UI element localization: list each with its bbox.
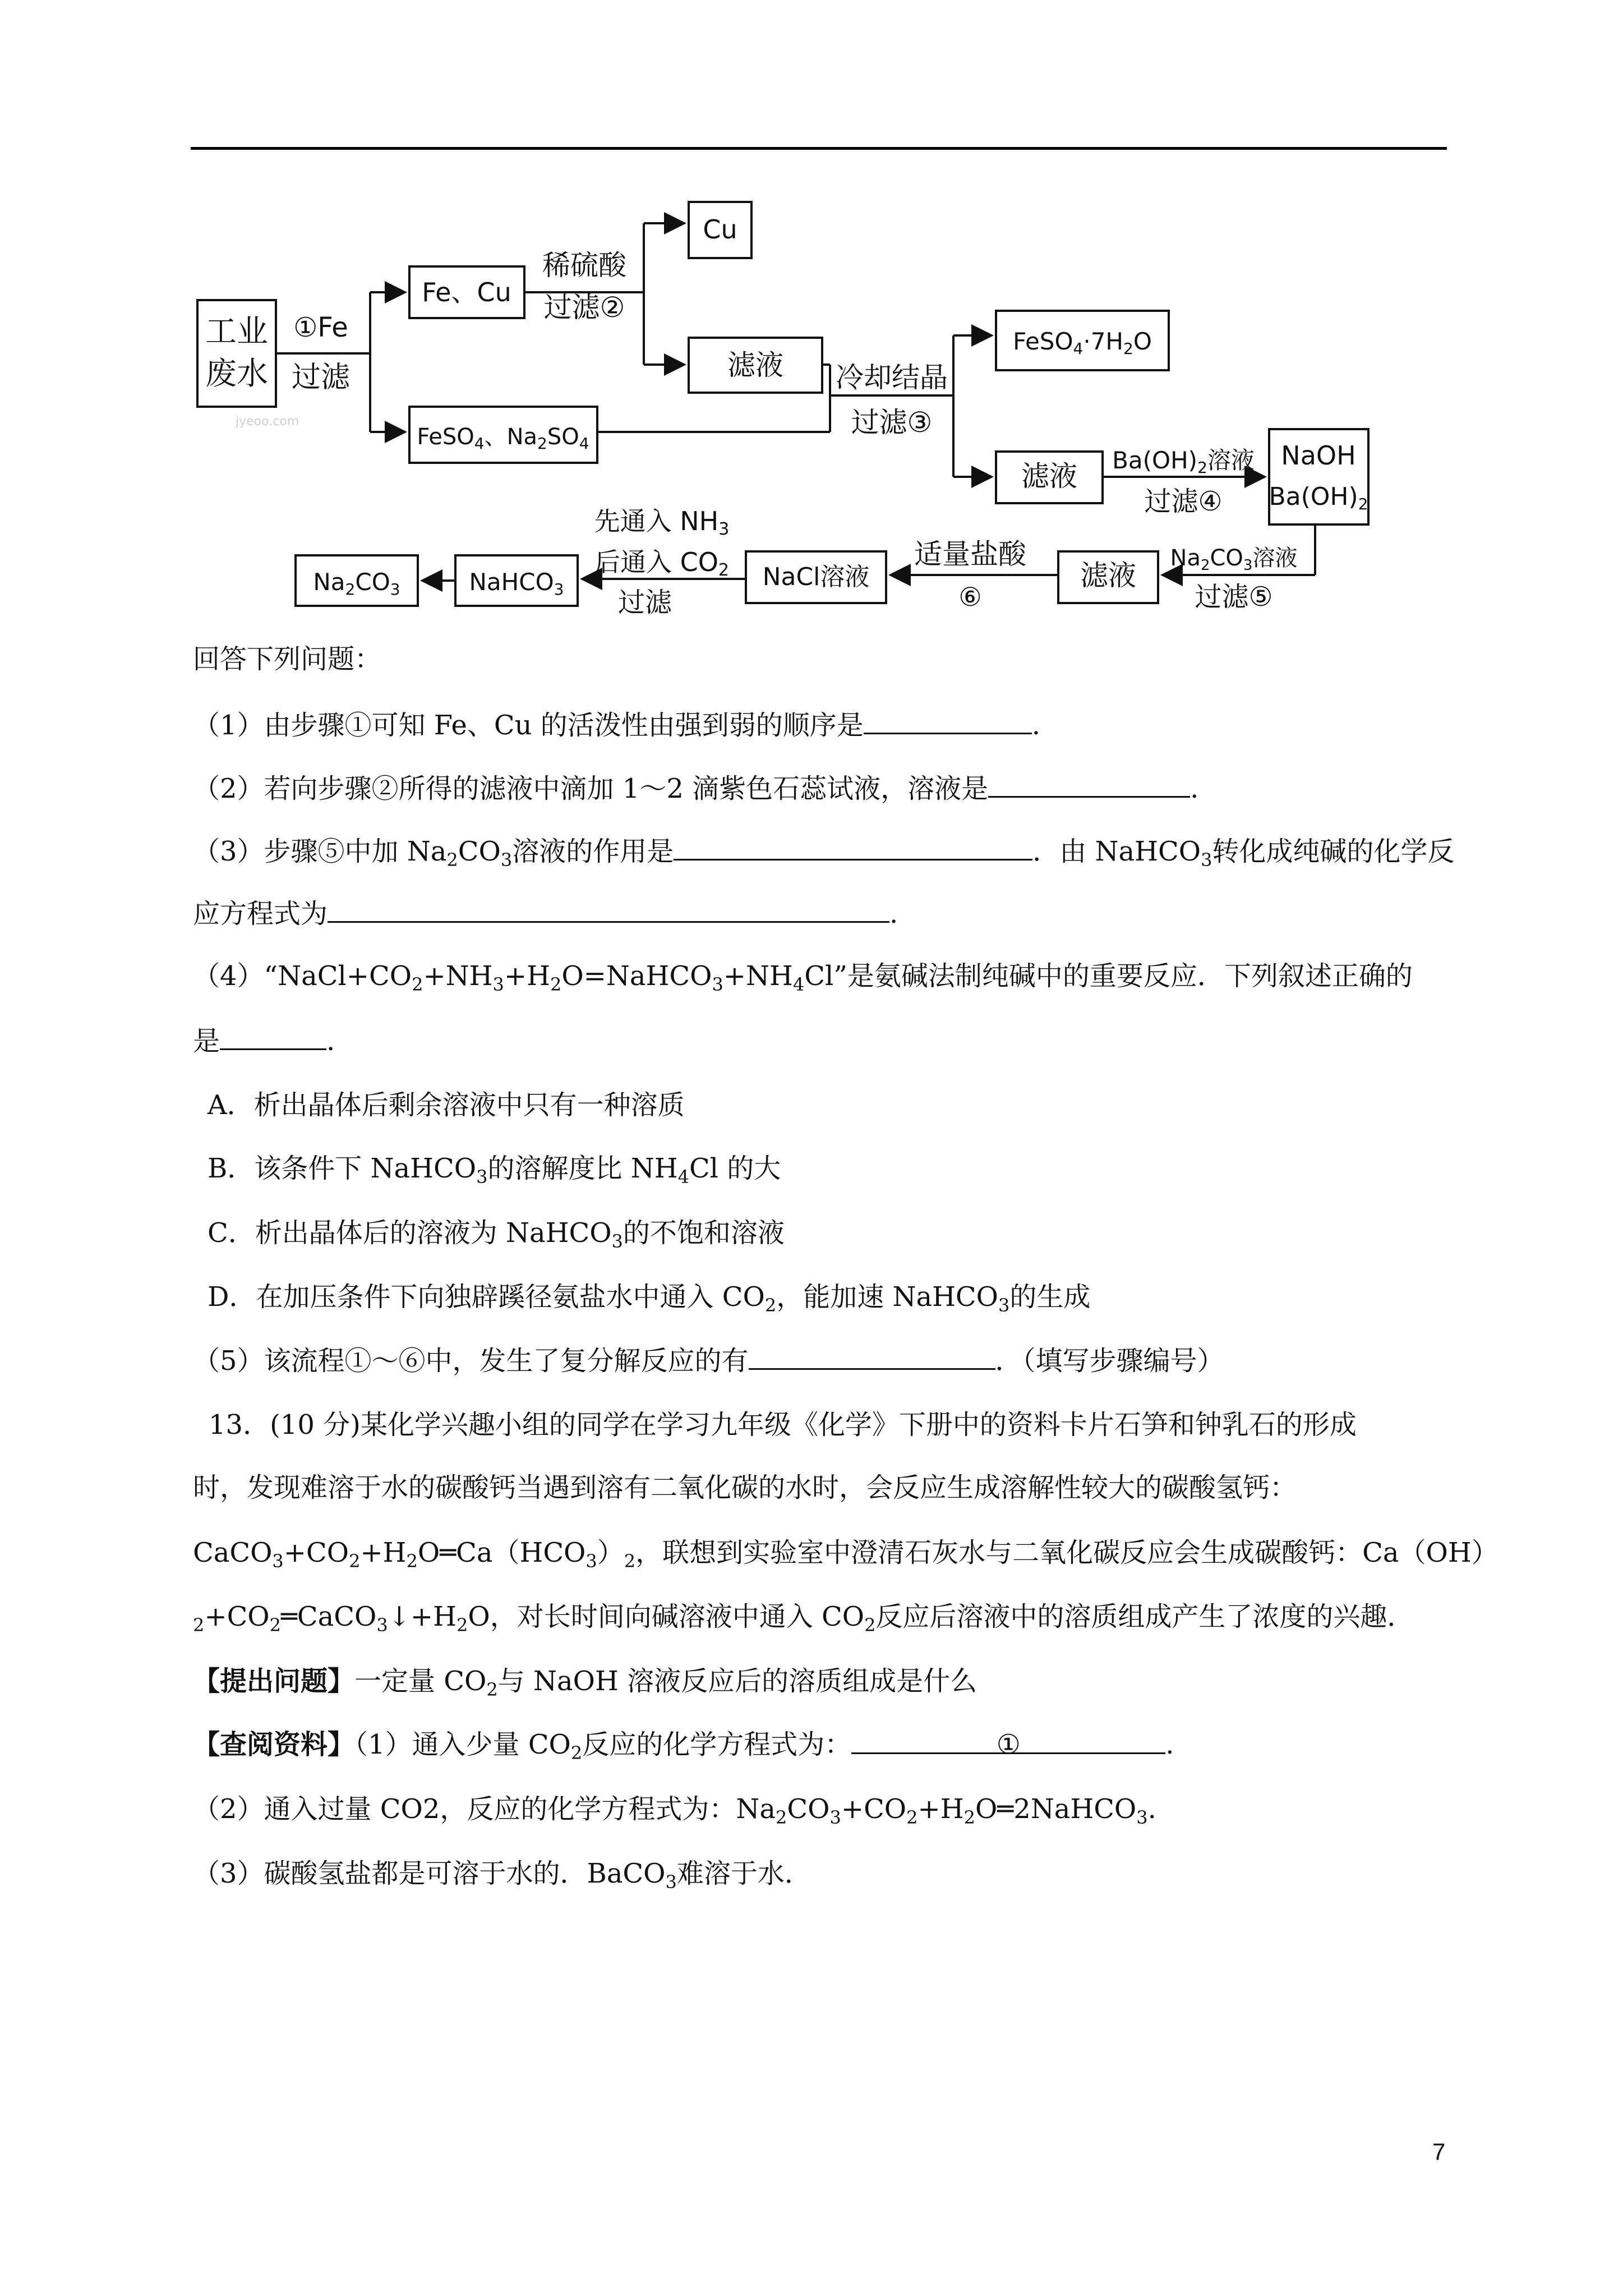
- q13-l4-e: 反应后溶液中的溶质组成产生了浓度的兴趣．: [875, 1601, 1414, 1632]
- q3-text-d: ．由 NaHCO: [1032, 836, 1201, 867]
- consult-reference-tag: 【查阅资料】: [193, 1729, 355, 1760]
- question-3-line-2: [193, 896, 898, 931]
- consult-reference-1: 【查阅资料】（1）通入少量 $CO_2$反应的化学方程式为： ① .: [193, 1729, 1174, 1764]
- optB-text-c: Cl 的大: [689, 1153, 781, 1184]
- optD-text-c: 的生成: [1009, 1281, 1091, 1313]
- process-flowchart: [0, 0, 1623, 639]
- q1-end: .: [1031, 710, 1041, 741]
- q13-l3-e: ）: [597, 1537, 624, 1568]
- ref3-text-b: 难溶于水．: [676, 1858, 811, 1889]
- question-5: [193, 1343, 1224, 1378]
- q2-end: .: [1190, 773, 1199, 804]
- label-step6-l2: ⑥: [958, 582, 982, 612]
- label-feso4-7h2o: FeSO4·7H2O: [1013, 328, 1152, 358]
- label-step4-l2: 过滤④: [1144, 486, 1223, 517]
- q13-l3-b: +CO: [283, 1537, 349, 1568]
- ref1-text-b: 反应的化学方程式为：: [582, 1729, 852, 1760]
- q4-end: .: [326, 1025, 335, 1057]
- label-step7-l1: 先通入 NH3: [594, 506, 730, 539]
- q2-text: （2）若向步骤②所得的滤液中滴加 1～2 滴紫色石蕊试液，溶液是: [193, 773, 989, 804]
- q13-l4-b: ═CaCO: [281, 1601, 377, 1632]
- optB-text-b: 的溶解度比 NH: [487, 1153, 678, 1184]
- q3-text-c: 溶液的作用是: [512, 836, 674, 867]
- ref2-end: .: [1147, 1793, 1156, 1825]
- label-feso4-na2so4: FeSO$_4$、$Na_2SO_4$: [417, 424, 589, 453]
- intro-line: 回答下列问题：: [193, 643, 382, 675]
- ref2-text-b: CO: [787, 1793, 830, 1825]
- label-step1-l2: 过滤: [291, 361, 351, 394]
- label-step2-l2: 过滤②: [543, 291, 625, 324]
- ref2-text-a: （2）通入过量 CO2，反应的化学方程式为：Na: [193, 1793, 776, 1825]
- q3-text-f: 应方程式为: [193, 898, 328, 930]
- page-number: 7: [1432, 2138, 1446, 2165]
- watermark: jyeoo.com: [236, 415, 299, 429]
- q4-answer-blank[interactable]: [220, 1024, 326, 1050]
- ref3-text-a: （3）碳酸氢盐都是可溶于水的．BaCO: [193, 1858, 666, 1889]
- label-step6-l1: 适量盐酸: [914, 538, 1026, 570]
- question-2: [193, 771, 1198, 806]
- raise-question: 【提出问题】一定量 $CO_2$与 NaOH 溶液反应后的溶质组成是什么: [193, 1665, 978, 1700]
- q3-end: .: [889, 898, 898, 930]
- q1-answer-blank[interactable]: [864, 708, 1032, 734]
- question-3-line-1: （3）步骤⑤中加 $Na_2CO_3$溶液的作用是 ．由 NaHCO$_3$转化成纯碱的化学反: [193, 834, 1454, 877]
- label-start-l1: 工业: [205, 314, 268, 350]
- optC-text-a: C．析出晶体后的溶液为 NaHCO: [208, 1217, 612, 1249]
- q4-text-b: +NH: [423, 960, 493, 992]
- option-b: B．该条件下 NaHCO$_3$的溶解度比 $NH_4Cl$ 的大: [208, 1153, 781, 1188]
- label-step7-l3: 过滤: [617, 587, 672, 618]
- q13-l4-c: ↓+H: [388, 1601, 457, 1632]
- label-step5-l2: 过滤⑤: [1195, 581, 1273, 613]
- question-13-line-3: $CaCO_3+CO_2+H_2O═Ca(HCO_3)_2$，联想到实验室中澄清石灰水与二氧化碳反应会生成碳酸钙：Ca（OH）: [193, 1537, 1498, 1572]
- label-baoh2: Ba(OH)2: [1269, 482, 1368, 513]
- label-step1-l1: ①Fe: [293, 312, 348, 343]
- label-fe-cu: Fe、Cu: [422, 277, 511, 307]
- label-nahco3: NaHCO3: [469, 568, 564, 599]
- raise-question-b: 与 NaOH 溶液反应后的溶质组成是什么: [497, 1665, 978, 1697]
- q3-answer-blank-1[interactable]: [674, 834, 1032, 861]
- q13-l4-a: +CO: [204, 1601, 270, 1632]
- optB-text-a: B．该条件下 NaHCO: [208, 1153, 477, 1184]
- q13-l3-d: O═Ca（HCO: [417, 1537, 586, 1568]
- q2-answer-blank[interactable]: [988, 771, 1190, 798]
- label-naoh: NaOH: [1281, 440, 1356, 471]
- label-filtrate-3: 滤液: [1080, 559, 1136, 592]
- q3-text-b: CO: [458, 836, 501, 867]
- question-4-line-2: [193, 1024, 335, 1058]
- question-1: [193, 708, 1040, 742]
- q5-end: ．（填写步骤编号）: [995, 1345, 1224, 1377]
- ref1-end: .: [1165, 1729, 1174, 1760]
- q3-answer-blank-2[interactable]: [328, 896, 889, 923]
- optD-text-b: ，能加速 NaHCO: [776, 1281, 999, 1313]
- q3-text-e: 转化成纯碱的化学反: [1212, 836, 1455, 867]
- ref2-text-d: +H: [917, 1793, 964, 1825]
- label-step7-l2: 后通入 CO2: [594, 547, 730, 580]
- raise-question-tag: 【提出问题】: [193, 1665, 355, 1697]
- optC-text-b: 的不饱和溶液: [623, 1217, 785, 1249]
- label-na2co3: Na2CO3: [313, 568, 400, 599]
- q4-text-d: O=NaHCO: [561, 960, 712, 992]
- option-d: D．在加压条件下向独辟蹊径氨盐水中通入 $CO_2$，能加速 NaHCO$_3$的生成: [208, 1281, 1091, 1316]
- question-13-line-1: 13．(10 分)某化学兴趣小组的同学在学习九年级《化学》下册中的资料卡片石笋和钟乳石的形成: [209, 1409, 1357, 1441]
- option-a: A．析出晶体后剩余溶液中只有一种溶质: [208, 1089, 685, 1121]
- q4-text-e: +NH: [723, 960, 793, 992]
- question-13-line-2: 时，发现难溶于水的碳酸钙当遇到溶有二氧化碳的水时，会反应生成溶解性较大的碳酸氢钙：: [193, 1472, 1297, 1503]
- q13-l3-a: CaCO: [193, 1537, 273, 1568]
- q4-text-c: +H: [504, 960, 550, 992]
- label-step4-l1: Ba(OH)2溶液: [1112, 447, 1255, 477]
- q5-answer-blank[interactable]: [749, 1343, 995, 1370]
- label-step2-l1: 稀硫酸: [542, 249, 626, 282]
- ref1-text-a: （1）通入少量 CO: [354, 1729, 571, 1760]
- q3-text-a: （3）步骤⑤中加 Na: [193, 836, 447, 867]
- raise-question-a: 一定量 CO: [354, 1665, 487, 1697]
- label-start-l2: 废水: [205, 356, 268, 392]
- label-step3-l2: 过滤③: [851, 406, 933, 439]
- ref2-text-c: +CO: [841, 1793, 907, 1825]
- ref2-text-e: O═2NaHCO: [975, 1793, 1137, 1825]
- q13-l3-c: +H: [360, 1537, 407, 1568]
- label-nacl-solution: NaCl溶液: [762, 563, 870, 591]
- q4-text-f: Cl”是氨碱法制纯碱中的重要反应．下列叙述正确的: [804, 960, 1413, 992]
- label-step5-l1: $Na_2CO_3$溶液: [1170, 545, 1298, 574]
- q5-text: （5）该流程①～⑥中，发生了复分解反应的有: [193, 1345, 749, 1377]
- q1-text: （1）由步骤①可知 Fe、Cu 的活泼性由强到弱的顺序是: [193, 710, 864, 741]
- consult-reference-3: （3）碳酸氢盐都是可溶于水的．BaCO$_3$难溶于水．: [193, 1858, 811, 1893]
- label-filtrate-1: 滤液: [727, 349, 783, 381]
- q13-l3-f: ，联想到实验室中澄清石灰水与二氧化碳反应会生成碳酸钙：Ca（OH）: [635, 1537, 1498, 1568]
- label-filtrate-2: 滤液: [1021, 460, 1077, 493]
- question-4-line-1: $(4)“NaCl+CO_2+NH_3+H_2O=NaHCO_3+NH_4Cl$”是氨碱法制纯碱中的重要反应．下列叙述正确的: [193, 960, 1413, 995]
- optD-text-a: D．在加压条件下向独辟蹊径氨盐水中通入 CO: [208, 1281, 765, 1313]
- option-c: C．析出晶体后的溶液为 NaHCO$_3$的不饱和溶液: [208, 1217, 785, 1252]
- q13-l4-d: O，对长时间向碱溶液中通入 CO: [468, 1601, 865, 1632]
- label-step3-l1: 冷却结晶: [836, 361, 948, 394]
- question-13-line-4: $_2+CO_2═CaCO_3↓+H_2O$，对长时间向碱溶液中通入 $CO_2$反应后溶液中的溶质组成产生了浓度的兴趣．: [193, 1601, 1414, 1636]
- ref1-answer-blank[interactable]: ①: [851, 1728, 1165, 1754]
- consult-reference-2: （2）通入过量 CO2，反应的化学方程式为：$Na_2CO_3+CO_2+H_2O═2NaHCO_3$.: [193, 1793, 1156, 1828]
- q4-text-a: （4）“NaCl+CO: [193, 960, 412, 992]
- label-cu: Cu: [703, 214, 737, 245]
- q4-text-g: 是: [193, 1025, 220, 1057]
